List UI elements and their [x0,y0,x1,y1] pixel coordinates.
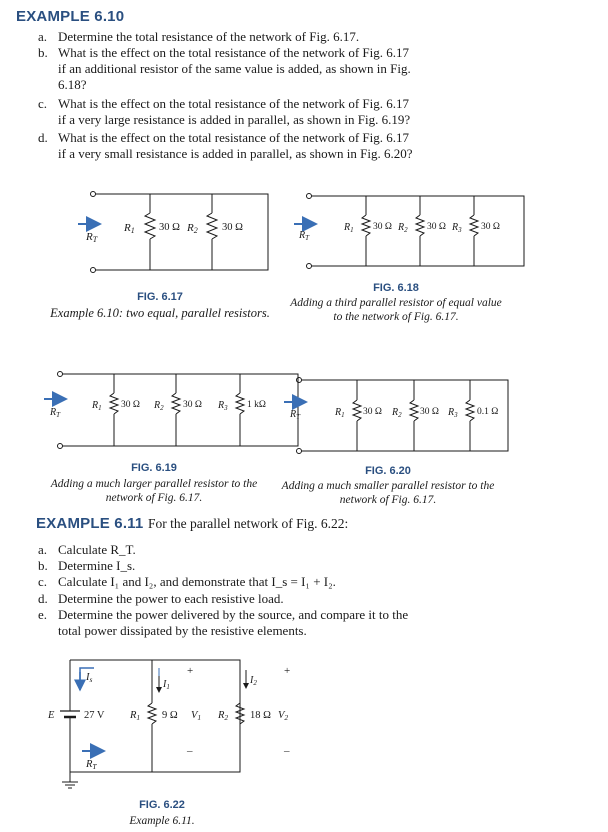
v1-minus: – [187,745,193,757]
r1-value: 30 Ω [363,407,382,417]
r3-value: 1 kΩ [247,400,266,410]
resistor-r2 [207,213,217,239]
question-letter: c. [38,574,48,589]
r2-label: $R_2$ [154,400,164,412]
rt-label: $R_T$ [290,409,301,421]
v1-label: V1 [191,710,202,722]
r2-value: 30 Ω [420,407,439,417]
fig-6-20-label: FIG. 6.20 [365,465,411,477]
r2-label: R2 [218,710,229,722]
question-letter: b. [38,45,48,60]
fig-6-20-caption-line-1: Adding a much smaller parallel resistor to the [281,480,495,492]
question-letter: a. [38,542,48,557]
question-d [38,130,598,162]
question-a [38,542,598,558]
r2-label: R2 [187,222,198,235]
resistor-r1 [110,393,118,414]
question-letter: d. [38,591,48,606]
r2-value: 30 Ω [222,222,243,233]
fig-6-19-caption-line-2: network of Fig. 6.17. [105,492,203,504]
r1-value: 30 Ω [159,222,180,233]
question-letter: b. [38,558,48,573]
question-letter: c. [38,96,48,111]
r1-value: 30 Ω [373,222,392,232]
r1-value: 30 Ω [121,400,140,410]
r3-value: 30 Ω [481,222,500,232]
question-line: Determine the power delivered by the source, and compare it to the [58,607,409,622]
r1-label: $R_1$ [344,222,354,234]
question-line: Determine the power to each resistive load. [58,591,284,606]
resistor-r1 [145,213,155,239]
r1-label: $R_1$ [92,400,102,412]
example-6-10-title: EXAMPLE 6.10 [16,8,125,25]
r1-label: R1 [130,710,141,722]
source-value: 27 V [84,710,105,721]
fig-6-22-circuit [42,650,312,790]
question-line: if a very small resistance is added in parallel, as shown in Fig. 6.20? [58,146,413,161]
fig-6-17-caption: Example 6.10: two equal, parallel resistors. [50,306,270,320]
resistor-r3 [470,215,478,236]
fig-6-17-label: FIG. 6.17 [137,291,183,303]
question-letter: a. [38,29,48,44]
question-letter: e. [38,607,48,622]
question-line: What is the effect on the total resistance of the network of Fig. 6.17 [58,130,410,145]
fig-6-20-caption-line-2: network of Fig. 6.17. [339,494,437,506]
r1-label: R1 [124,222,135,235]
question-c [38,574,598,590]
question-b [38,558,598,574]
fig-6-22-caption: Example 6.11. [129,815,195,827]
question-b [38,45,598,93]
resistor-r1 [353,400,361,421]
v2-plus: + [284,665,291,677]
question-line: Determine the total resistance of the network of Fig. 6.17. [58,29,360,44]
question-line: if an additional resistor of the same value is added, as shown in Fig. [58,61,411,76]
r2-value: 30 Ω [427,222,446,232]
i1-label: $I_1$ [163,679,170,691]
question-line: Determine I_s. [58,558,136,573]
v1-plus: + [187,665,194,677]
fig-6-19-caption-line-1: Adding a much larger parallel resistor to the [50,478,258,490]
question-e [38,607,598,639]
r3-label: $R_3$ [448,407,458,419]
rt-label: RT [86,759,97,771]
fig-6-19-label: FIG. 6.19 [131,462,177,474]
i2-label: $I_2$ [250,675,257,687]
r3-label: $R_3$ [452,222,462,234]
rt-label: $R_T$ [299,230,310,242]
is-label: Is [86,672,93,684]
resistor-r2 [172,393,180,414]
fig-6-20-circuit [290,372,520,462]
example-6-11-intro: For the parallel network of Fig. 6.22: [148,516,349,531]
v2-minus: – [284,745,290,757]
resistor-r3 [236,393,244,414]
resistor-r1 [148,703,156,724]
r3-value: 0.1 Ω [477,407,499,417]
r2-label: $R_2$ [392,407,402,419]
fig-6-18-label: FIG. 6.18 [373,282,419,294]
fig-6-18-circuit [299,188,542,278]
resistor-r1 [362,215,370,236]
rt-label: RT [86,231,98,244]
question-letter: d. [38,130,48,145]
question-d [38,591,598,607]
r1-value: 9 Ω [162,710,178,721]
resistor-r2 [416,215,424,236]
question-a [38,29,598,45]
question-line: Calculate R_T. [58,542,136,557]
fig-6-18-caption-line-1: Adding a third parallel resistor of equal value [290,297,502,309]
ground-icon [62,782,78,788]
question-line: Calculate I₁ and I₂, and demonstrate that I_s = I₁ + I₂. [58,574,336,589]
example-6-11-title: EXAMPLE 6.11 [36,515,144,532]
fig-6-17-circuit [78,188,278,278]
r2-value: 30 Ω [183,400,202,410]
question-c [38,96,598,128]
r1-label: $R_1$ [335,407,345,419]
fig-6-19-circuit [44,366,304,456]
question-line: What is the effect on the total resistance of the network of Fig. 6.17 [58,45,410,60]
question-line: total power dissipated by the resistive elements. [58,623,307,638]
fig-6-18-caption-line-2: to the network of Fig. 6.17. [333,311,459,323]
question-line: if a very large resistance is added in parallel, as shown in Fig. 6.19? [58,112,411,127]
fig-6-22-label: FIG. 6.22 [139,799,185,811]
r2-label: $R_2$ [398,222,408,234]
source-label: E [48,710,55,721]
question-line: 6.18? [58,77,87,92]
resistor-r2 [410,400,418,421]
r2-value: 18 Ω [250,710,271,721]
rt-label: $R_T$ [50,407,61,419]
resistor-r3 [466,400,474,421]
r3-label: $R_3$ [218,400,228,412]
question-line: What is the effect on the total resistance of the network of Fig. 6.17 [58,96,410,111]
v2-label: V2 [278,710,289,722]
